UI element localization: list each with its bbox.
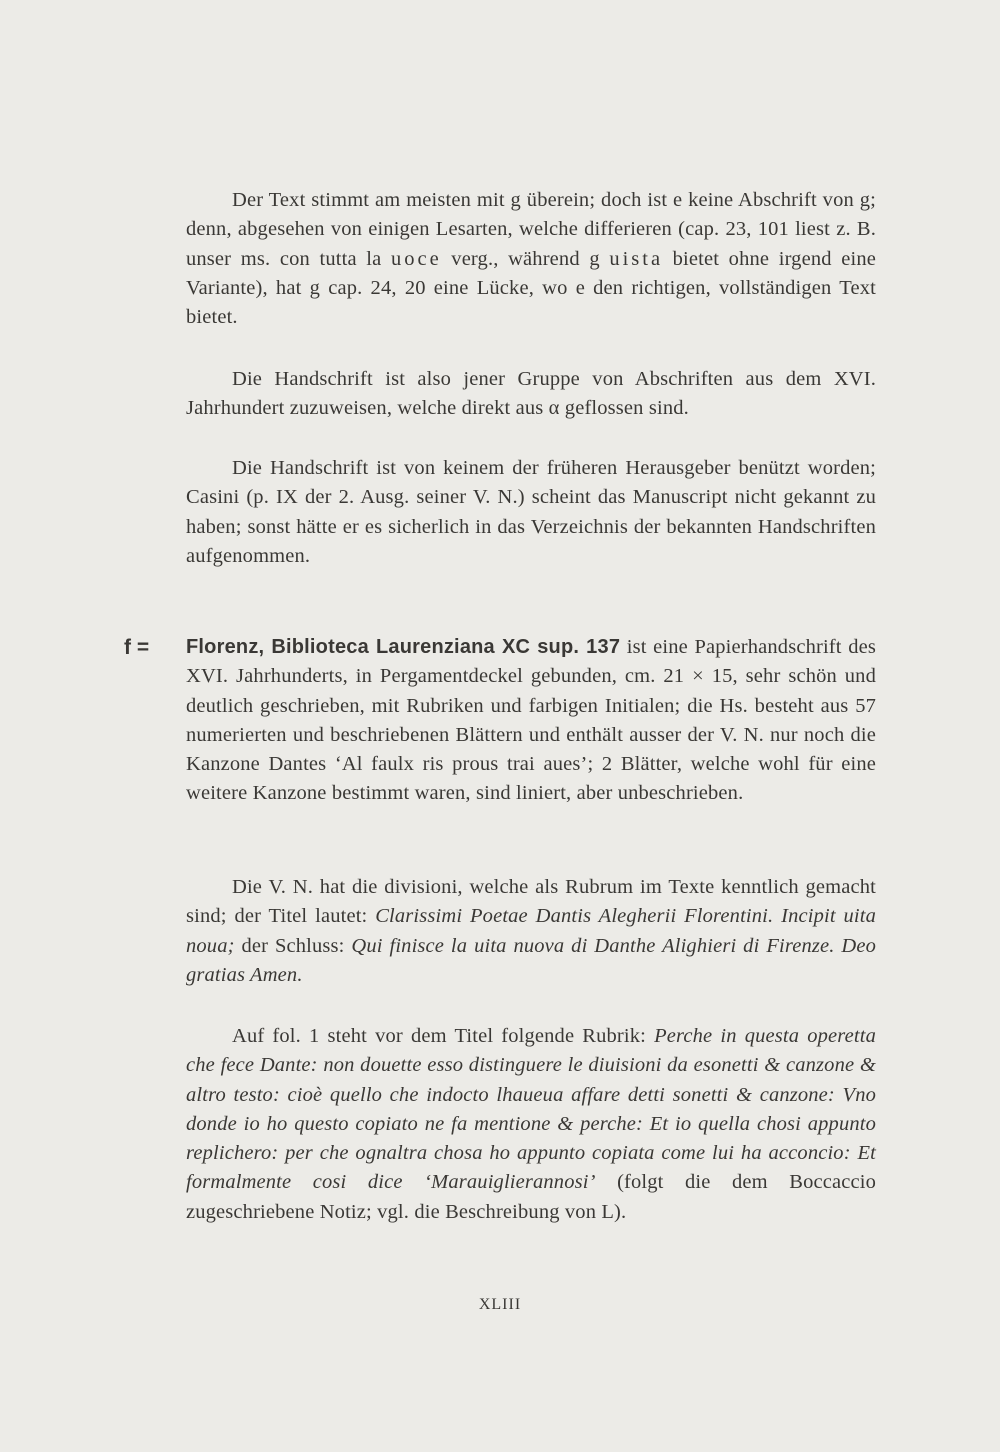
text-run: Der Text stimmt am meisten mit g überein; doch ist e keine Abschrift von g; denn, abgesehen von einigen Lesarten, welche differieren (cap. 23, 101 liest z. B. unser ms. con tutta la bbox=[186, 189, 876, 270]
paragraph-text-comparison bbox=[186, 186, 876, 332]
page-number: XLIII bbox=[478, 1296, 522, 1313]
text-run: Auf fol. 1 steht vor dem Titel folgende Rubrik: bbox=[232, 1025, 655, 1047]
paragraph-divisioni bbox=[186, 873, 876, 990]
paragraph-manuscript-description bbox=[186, 633, 876, 809]
paragraph-editors: Die Handschrift ist von keinem der früheren Herausgeber benützt worden; Casini (p. IX der 2. Ausg. seiner V. N.) scheint das Manuscript nicht gekannt zu haben; sonst hätte er es sicherlich in das Verzeichnis der bekannten Handschriften aufgenommen. bbox=[186, 457, 876, 567]
italic-rubric: Perche in questa operetta che fece Dante: non douette esso distinguere le diuisioni da esonetti & canzone & altro testo: cioè quello che indocto lhaueua affare detti sonetti & canzone: Vno donde io ho questo copiato ne fa mentione & perche: Et io quella chosi appunto replichero: per che ognaltra chosa ho appunto copiata come lui ha acconcio: Et formalmente cosi dice ‘Marauiglierannosi’ bbox=[186, 1025, 877, 1194]
spaced-word: uoce bbox=[390, 247, 442, 270]
manuscript-siglum: f = bbox=[124, 636, 150, 659]
text-run: verg., während g bbox=[441, 247, 610, 270]
italic-title: Clarissimi Poetae Dantis Alegherii Florentini. Incipit uita noua; bbox=[186, 905, 876, 957]
italic-explicit: Qui finisce la uita nuova di Danthe Alighieri di Firenze. Deo gratias Amen. bbox=[186, 934, 876, 986]
text-run: ist eine Papierhandschrift des XVI. Jahrhunderts, in Pergamentdeckel gebunden, cm. 21 × 15, sehr schön und deutlich geschrieben, mit Rubriken und farbigen Initialen; die Hs. besteht aus 57 numerierten und beschriebenen Blättern und enthält ausser der V. N. nur noch die Kanzone Dantes ‘Al faulx ris prous trai aues’; 2 Blätter, welche wohl für eine weitere Kanzone bestimmt waren, sind liniert, aber unbeschrieben. bbox=[186, 636, 876, 805]
text-run: Die V. N. hat die divisioni, welche als Rubrum im Texte kenntlich gemacht sind; der Titel lautet: bbox=[186, 876, 876, 928]
manuscript-heading: Florenz, Biblioteca Laurenziana XC sup. 137 bbox=[186, 636, 621, 658]
text-run: der Schluss: bbox=[234, 934, 352, 957]
text-run: (folgt die dem Boccaccio zugeschriebene Notiz; vgl. die Beschreibung von L). bbox=[186, 1171, 876, 1223]
paragraph-group-assignment: Die Handschrift ist also jener Gruppe von Abschriften aus dem XVI. Jahrhundert zuzuweisen, welche direkt aus α geflossen sind. bbox=[186, 368, 876, 420]
paragraph-rubric bbox=[186, 1022, 876, 1227]
spaced-word: uista bbox=[609, 247, 664, 270]
text-run: bietet ohne irgend eine Variante), hat g cap. 24, 20 eine Lücke, wo e den richtigen, vollständigen Text bietet. bbox=[186, 247, 876, 329]
